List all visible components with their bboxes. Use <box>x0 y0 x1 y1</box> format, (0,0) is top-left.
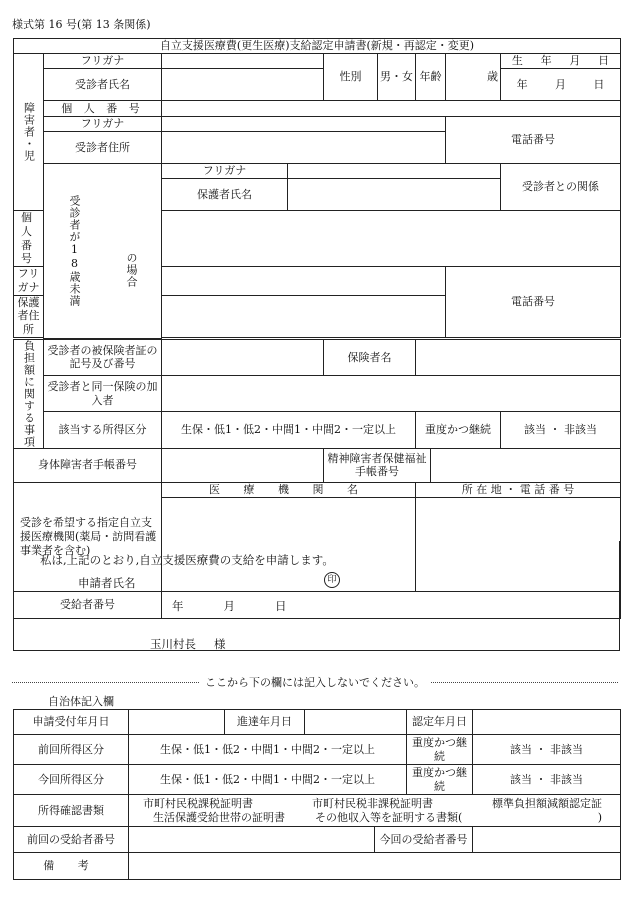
patient-side-label: 障害者・児 <box>14 54 44 211</box>
application-table <box>13 38 621 619</box>
dob-field[interactable]: 年 月 日 <box>501 69 621 101</box>
previous-recipient-label: 前回の受給者番号 <box>14 827 129 853</box>
insurer-name-label: 保険者名 <box>324 339 416 375</box>
address-furigana-field[interactable] <box>162 117 446 132</box>
remarks-field[interactable] <box>129 853 621 880</box>
received-date-label: 申請受付年月日 <box>14 710 129 735</box>
patient-address-field[interactable] <box>162 132 446 164</box>
guardian-name-label: 保護者氏名 <box>162 179 288 211</box>
cut-line: ここから下の欄には記入しないでください。 <box>12 674 618 690</box>
mental-handbook-label: 精神障害者保健福祉手帳番号 <box>324 448 431 482</box>
physical-handbook-label: 身体障害者手帳番号 <box>14 448 162 482</box>
institution-name-header: 医 療 機 関 名 <box>162 482 416 497</box>
current-income-label: 今回所得区分 <box>14 765 129 795</box>
insured-symbol-label: 受診者の被保険者証の記号及び番号 <box>44 339 162 375</box>
current-income-options[interactable]: 生保・低1・低2・中間1・中間2・一定以上 <box>129 765 407 795</box>
income-class-options[interactable]: 生保・低1・低2・中間1・中間2・一定以上 <box>162 412 416 448</box>
severe-options[interactable]: 該当 ・ 非該当 <box>501 412 621 448</box>
current-recipient-field[interactable] <box>473 827 621 853</box>
patient-furigana-field[interactable] <box>162 54 324 69</box>
previous-severe-options[interactable]: 該当 ・ 非該当 <box>473 735 621 765</box>
current-recipient-label: 今回の受給者番号 <box>375 827 473 853</box>
guardian-address-furigana-field[interactable] <box>162 267 446 296</box>
approved-date-label: 認定年月日 <box>407 710 473 735</box>
guardian-individual-number-field[interactable] <box>162 211 621 267</box>
patient-name-field[interactable] <box>162 69 324 101</box>
declaration-statement: 私は,上記のとおり,自立支援医療費の支給を申請します。 <box>40 553 334 567</box>
forwarded-date-label: 進達年月日 <box>225 710 305 735</box>
furigana-label: フリガナ <box>44 54 162 69</box>
patient-phone-label: 電話番号 <box>446 117 621 164</box>
declaration-date[interactable]: 年 月 日 <box>172 599 287 613</box>
income-class-label: 該当する所得区分 <box>44 412 162 448</box>
current-severe-options[interactable]: 該当 ・ 非該当 <box>473 765 621 795</box>
institution-address-header: 所 在 地 ・ 電 話 番 号 <box>416 482 621 497</box>
form-title: 自立支援医療費(更生医療)支給認定申請書(新規・再認定・変更) <box>14 39 621 54</box>
severe-label: 重度かつ継続 <box>416 412 501 448</box>
patient-name-label: 受診者氏名 <box>44 69 162 101</box>
current-severe-label: 重度かつ継続 <box>407 765 473 795</box>
income-docs-options[interactable]: 市町村民税課税証明書 市町村民税非課税証明書 標準負担額減額認定証 生活保護受給世帯の証明書 その他収入等を証明する書類( ) <box>129 795 621 827</box>
office-use-table <box>13 709 621 880</box>
addressee: 玉川村長 様 <box>150 637 226 651</box>
mental-handbook-field[interactable] <box>431 448 621 482</box>
relation-label: 受診者との関係 <box>501 164 621 211</box>
forwarded-date-field[interactable] <box>305 710 407 735</box>
institution-label: 受診を希望する指定自立支援医療機関(薬局・訪問看護事業者を含む) <box>14 482 162 591</box>
guardian-address-furigana-label: フリガナ <box>14 267 44 296</box>
guardian-address-label: 保護者住所 <box>14 295 44 337</box>
physical-handbook-field[interactable] <box>162 448 324 482</box>
minor-side-label: 受診者が18歳未満 の場合 <box>44 164 162 339</box>
previous-income-options[interactable]: 生保・低1・低2・中間1・中間2・一定以上 <box>129 735 407 765</box>
same-insurance-field[interactable] <box>162 376 621 412</box>
remarks-label: 備 考 <box>14 853 129 880</box>
address-furigana-label: フリガナ <box>44 117 162 132</box>
previous-recipient-field[interactable] <box>129 827 375 853</box>
applicant-name-label: 申請者氏名 <box>78 576 136 590</box>
insurer-name-field[interactable] <box>416 339 621 375</box>
individual-number-label: 個 人 番 号 <box>44 101 162 117</box>
office-use-title: 自治体記入欄 <box>48 695 114 708</box>
age-field[interactable] <box>446 54 501 101</box>
income-docs-label: 所得確認書類 <box>14 795 129 827</box>
previous-severe-label: 重度かつ継続 <box>407 735 473 765</box>
previous-income-label: 前回所得区分 <box>14 735 129 765</box>
guardian-individual-number-label: 個 人 番 号 <box>14 211 44 267</box>
form-number: 様式第 16 号(第 13 条関係) <box>12 18 151 31</box>
recipient-number-label: 受給者番号 <box>14 591 162 618</box>
patient-address-label: 受診者住所 <box>44 132 162 164</box>
received-date-field[interactable] <box>129 710 225 735</box>
guardian-name-field[interactable] <box>288 179 501 211</box>
insured-symbol-field[interactable] <box>162 339 324 375</box>
guardian-phone-label: 電話番号 <box>446 267 621 338</box>
sex-options[interactable]: 男・女 <box>378 54 416 101</box>
guardian-address-field[interactable] <box>162 295 446 337</box>
age-label: 年齢 <box>416 54 446 101</box>
sex-label: 性別 <box>324 54 378 101</box>
guardian-furigana-label: フリガナ <box>162 164 288 179</box>
burden-side-label: 負担額に関する事項 <box>14 339 44 448</box>
seal-icon: 印 <box>324 572 340 588</box>
approved-date-field[interactable] <box>473 710 621 735</box>
patient-individual-number-field[interactable] <box>162 101 621 117</box>
same-insurance-label: 受診者と同一保険の加入者 <box>44 376 162 412</box>
age-unit: 歳 <box>487 70 498 84</box>
dob-header: 生 年 月 日 <box>501 54 621 69</box>
guardian-furigana-field[interactable] <box>288 164 501 179</box>
